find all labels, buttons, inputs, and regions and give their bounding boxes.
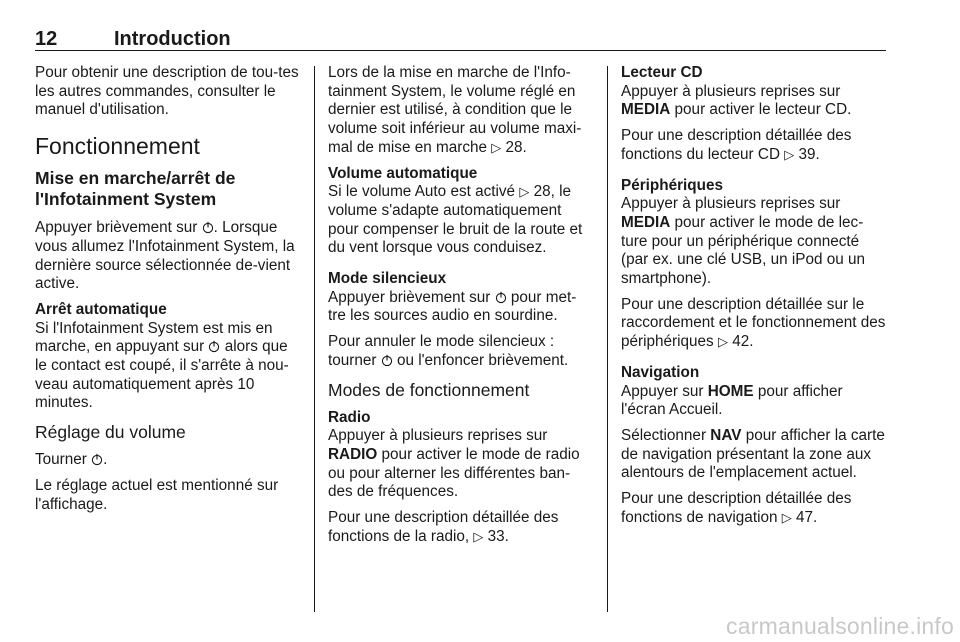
media-key-label: MEDIA [621,213,671,231]
media-key-label: MEDIA [621,101,671,119]
auto-volume-paragraph: Volume automatique Si le volume Auto est activé ▷ 28, le volume s'adapte automatiquement pour compenser le bruit de la route et du vent lorsque vous conduisez. [328,165,594,259]
section-heading-fonctionnement: Fonctionnement [35,133,200,160]
subsection-heading-modes: Modes de fonctionnement [328,379,530,400]
peripherals-heading: Périphériques [621,176,724,194]
home-key-label: HOME [707,382,754,400]
navigation-paragraph: Navigation Appuyer sur HOME pour afficher l'écran Accueil. [621,364,889,420]
mute-heading: Mode silencieux [328,270,447,288]
header-divider [35,50,886,51]
column-3 [621,64,889,534]
auto-off-paragraph: Arrêt automatique Si l'Infotainment System est mis en marche, en appuyant sur alors que le contact est coupé, il s'arrête à nou-veau automatiquement après 10 minutes. [35,301,301,413]
peripherals-desc-paragraph: Pour une description détaillée sur le raccordement et le fonctionnement des périphériques ▷ 42. [621,295,886,351]
unmute-paragraph: Pour annuler le mode silencieux : tourner ou l'enfoncer brièvement. [328,333,569,369]
page-reference-link[interactable]: 47. [795,508,818,526]
column-2 [328,64,594,553]
power-knob-icon [381,354,393,367]
peripherals-paragraph: Périphériques Appuyer à plusieurs reprises sur MEDIA pour activer le mode de lec-ture pour un périphérique connecté (par ex. une clé USB, un iPod ou un smartphone). [621,177,889,289]
power-knob-icon [202,221,214,234]
power-knob-icon [91,453,103,466]
radio-heading: Radio [328,408,371,426]
radio-desc-paragraph: Pour une description détaillée des fonctions de la radio, ▷ 33. [328,509,559,545]
nav-desc-paragraph: Pour une description détaillée des fonctions de navigation ▷ 47. [621,490,852,526]
nav-key-label: NAV [710,426,742,444]
startup-volume-paragraph: Lors de la mise en marche de l'Info-tainment System, le volume réglé en dernier est utilisé, à condition que le volume soit inférieur au volume maxi-mal de mise en marche ▷ 28. [328,64,582,156]
page-reference-link[interactable]: 28. [505,138,527,156]
nav-select-paragraph: Sélectionner NAV pour afficher la carte de navigation présentant la zone aux alentours de l'emplacement actuel. [621,426,885,482]
page-reference-icon: ▷ [784,146,795,162]
page-reference-icon: ▷ [781,509,792,525]
turn-paragraph: Tourner . [35,451,108,469]
power-paragraph: Appuyer brièvement sur . Lorsque vous allumez l'Infotainment System, la dernière source sélectionnée de-vient active. [35,219,295,293]
page-reference-link[interactable]: 39. [798,145,820,163]
subsection-heading-volume: Réglage du volume [35,422,186,443]
watermark: carmanualsonline.info [726,613,954,639]
page-reference-link[interactable]: 42. [732,333,754,351]
column-divider-1 [314,66,315,612]
page-reference-link[interactable]: 28, le volume s'adapte automatiquement pour compenser le bruit de la route et du vent lorsque vous conduisez. [328,183,583,257]
page-reference-link[interactable]: 33. [487,527,509,545]
page-number: 12 [35,28,58,50]
auto-off-heading: Arrêt automatique [35,300,167,318]
mute-paragraph: Mode silencieux Appuyer brièvement sur pour met-tre les sources audio en sourdine. [328,270,594,326]
display-paragraph: Le réglage actuel est mentionné sur l'affichage. [35,476,279,513]
page-reference-icon: ▷ [491,139,502,155]
power-knob-icon [208,340,220,353]
navigation-heading: Navigation [621,363,700,381]
subsection-heading-mise-en-marche: Mise en marche/arrêt de l'Infotainment System [35,168,236,210]
power-knob-icon [495,291,507,304]
column-divider-2 [607,66,608,612]
auto-volume-heading: Volume automatique [328,164,478,182]
page-reference-icon: ▷ [519,184,530,200]
page-reference-icon: ▷ [717,334,728,350]
cd-paragraph: Lecteur CD Appuyer à plusieurs reprises sur MEDIA pour activer le lecteur CD. [621,64,889,120]
page-reference-icon: ▷ [473,528,484,544]
radio-paragraph: Radio Appuyer à plusieurs reprises sur RADIO pour activer le mode de radio ou pour alterner les différentes ban-des de fréquences. [328,409,594,503]
intro-paragraph: Pour obtenir une description de tou-tes les autres commandes, consulter le manuel d'utilisation. [35,64,299,119]
page-title: Introduction [114,28,231,50]
cd-heading: Lecteur CD [621,64,703,81]
radio-key-label: RADIO [328,445,378,463]
page-header [35,26,886,52]
cd-desc-paragraph: Pour une description détaillée des fonctions du lecteur CD ▷ 39. [621,127,852,163]
column-1 [35,64,301,521]
